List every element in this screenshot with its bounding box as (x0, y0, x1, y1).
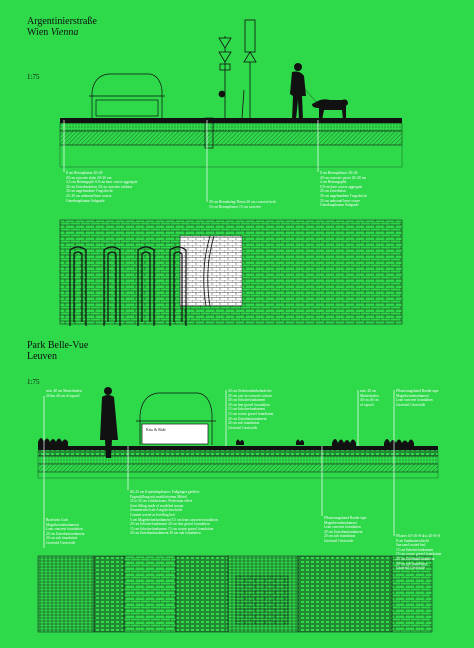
sub-foundation-layer (38, 464, 438, 472)
section2-surface (38, 446, 438, 450)
gravel-layer (38, 456, 438, 464)
subbase-layer (60, 131, 402, 145)
section2-note-top-right1: min. 40 cm Mutterboden 40 cm 40 cm of topsoil (360, 389, 379, 407)
base-course-layer (60, 123, 402, 131)
cobble-layer (38, 450, 438, 456)
section1-city-english: Vienna (50, 27, 79, 38)
section2-plan (38, 556, 432, 632)
section2-note-top-middle: 20 cm Ortbetonfahrbahndecke 20 cm cast-in-concrete surface 30 cm Schotterfundament 20 cm fine gravel foundation 15 cm Schotterfundament 15 cm coarse gravel foundation 20 cm Unterbaufundament 20 cm sub foundation Geotextil Geotextile (228, 389, 274, 430)
section1-note-right: 8 cm Betonpflaster 20×20 20 cm concrete paver 20×20 cm 4 cm Bettungsplitt 0,8 cm base course aggregate 20 cm Unterbeton 30 cm ungebundene Tragschicht 25 cm unbound base course Unterbauplanum Subgrade (320, 171, 367, 208)
section1-scale: 1:75 (27, 73, 40, 81)
section2-note-top-left: min. 40 cm Mutterboden 20 km 40 cm of topsoil (46, 389, 82, 398)
car-label: Kiss & Ride (146, 427, 166, 432)
section2-note-bottom-right2: Pflaster 10×10×8 also 20×8×8 8 cm Sandunterschicht San sand coated bed 15 cm Schotterfundament 15 cm coarse gravel foundation 20 cm Unterbaufundament 20 cm sub foundation Geotextil Geotextile (396, 534, 442, 571)
section1-city: Wien (27, 27, 49, 38)
section2-scale: 1:75 (27, 378, 40, 386)
section2-note-bottom-middle: 60–25 cm Kopfsteinpflaster, Fußgänger geeffect Fugenfüllung mit modifiziertem Mörtel 25 to 35 cm cobblestones, Pedestrian effect Joint filling made of modified mortar Zementestrich als Ausgleichsschicht Cement screed as levelling bed 5 cm Magerbetonfundament 5,5 cm lean concrete foundation 20 cm Schotterfundament 20 cm fine gravel foundation 15 cm Schotterfundament 15 cm coarse gravel foundation 20 cm Unterbaufundament 20 cm sub foundation (130, 490, 218, 536)
section1-note-left: 8 cm Betonplatten 20×20 20 cm concrete slabs 20×20 cm 4,5 cm Bettungsplit 0,8 cm base course aggregate 20 cm Unterbauheton 20 cm concrete subbase 30 cm ungebundene Tragschicht 25–30 cm unbound base course Unterbauplanum Subgrade (66, 171, 138, 203)
section1-plan (60, 220, 402, 326)
road-signs (219, 20, 256, 118)
section1-title-line1: Argentinierstraße (27, 16, 97, 27)
section2-note-bottom-left: Bordstein Curb Magerbetonfundament Lean concrete foundation 20 cm Unterbaufundament 20 cm sub foundation Geotextil Geotextile (46, 518, 85, 545)
section2-title-line1: Park Belle-Vue (27, 340, 89, 351)
pedestrian-with-dog (290, 63, 348, 120)
pavement-surface (60, 118, 402, 123)
unbound-layer (60, 145, 402, 167)
geotextile-layer (38, 472, 438, 478)
car-outline (89, 74, 165, 118)
section1-note-middle: 20 cm Betonbelag/ Beton 20 cm concrete kerb 10 cm Betonpflaster 15 cm concrete (209, 200, 276, 209)
section2-title-line2: Leuven (27, 351, 57, 362)
section2-note-bottom-right1: Pflasterungsband Border tape Magerbetonfundament Lean concrete foundation 20 cm Unterbaufundament 20 cm sub foundation Geotextil Geotextile (324, 516, 367, 543)
car-outline-2 (136, 393, 216, 445)
section2-note-top-right2: Pflasterungsband Border tape Magerbetonfundament Lean concrete foundation Geotextil Geotextile (396, 389, 439, 407)
